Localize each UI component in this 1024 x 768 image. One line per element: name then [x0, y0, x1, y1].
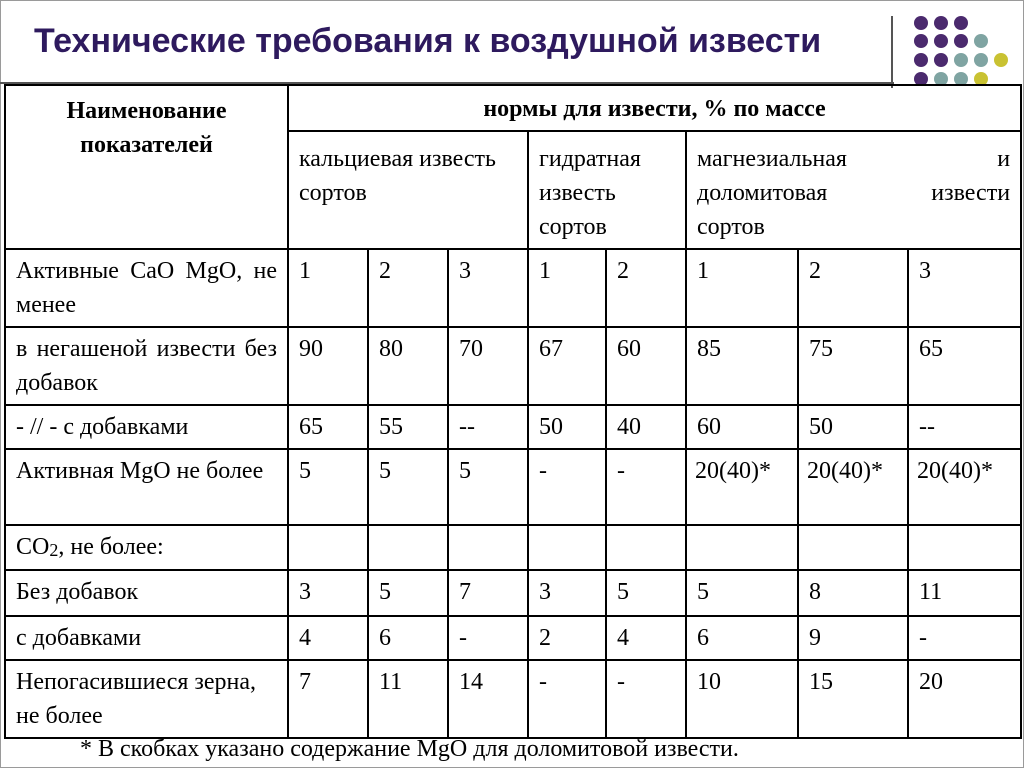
row-label: Без добавок	[5, 570, 288, 616]
table-cell: --	[448, 405, 528, 449]
table-cell: 20(40)*	[908, 449, 1021, 525]
table-cell: -	[528, 660, 606, 738]
table-cell: 20	[908, 660, 1021, 738]
dot-icon	[914, 34, 928, 48]
table-cell: 3	[908, 249, 1021, 327]
group-magnesia	[686, 131, 1021, 249]
table-row	[5, 660, 1021, 738]
dot-icon	[934, 34, 948, 48]
table-row	[5, 616, 1021, 660]
table-cell: 4	[606, 616, 686, 660]
table-cell: -	[606, 660, 686, 738]
co2-formula: CO	[16, 534, 50, 560]
table-cell	[528, 525, 606, 570]
group-magnesia-part3: сортов	[697, 214, 765, 240]
table-cell: 11	[908, 570, 1021, 616]
table-cell: 5	[288, 449, 368, 525]
table-cell: 50	[528, 405, 606, 449]
group-magnesia-part1: магнезиальная	[697, 146, 847, 172]
table-cell: 9	[798, 616, 908, 660]
table-row	[5, 525, 1021, 570]
table-cell: 3	[288, 570, 368, 616]
table-cell: -	[606, 449, 686, 525]
table-cell: 75	[798, 327, 908, 405]
table-cell: 7	[448, 570, 528, 616]
table-cell	[448, 525, 528, 570]
dot-icon	[954, 34, 968, 48]
name-column-header: Наименование показателей	[5, 85, 288, 249]
dot-icon	[974, 53, 988, 67]
decorative-dot-grid	[912, 16, 1024, 86]
table-cell: 15	[798, 660, 908, 738]
table-cell: 1	[288, 249, 368, 327]
group-calcium: кальциевая известь сортов	[288, 131, 528, 249]
row-label: с добавками	[5, 616, 288, 660]
table-cell: 1	[528, 249, 606, 327]
table-cell: 6	[686, 616, 798, 660]
row-label	[5, 525, 288, 570]
table-cell: 65	[908, 327, 1021, 405]
table-cell: 8	[798, 570, 908, 616]
table-cell: 2	[606, 249, 686, 327]
table-cell: 40	[606, 405, 686, 449]
group-magnesia-lime: извести	[931, 180, 1011, 206]
table-cell: 6	[368, 616, 448, 660]
table-cell: 55	[368, 405, 448, 449]
table-cell: 5	[368, 570, 448, 616]
page-title: Технические требования к воздушной извести	[34, 22, 822, 60]
dot-icon	[934, 16, 948, 30]
table-cell: 7	[288, 660, 368, 738]
title-divider	[891, 16, 893, 88]
dot-icon	[954, 53, 968, 67]
table-cell: 14	[448, 660, 528, 738]
dot-icon	[994, 53, 1008, 67]
table-row	[5, 449, 1021, 525]
table-cell: 5	[368, 449, 448, 525]
table-cell: 2	[528, 616, 606, 660]
table-row	[5, 249, 1021, 327]
table-cell: 67	[528, 327, 606, 405]
row-label: Непогасившиеся зерна, не более	[5, 660, 288, 738]
table-row	[5, 327, 1021, 405]
group-magnesia-line1	[697, 142, 1010, 176]
table-cell: 20(40)*	[798, 449, 908, 525]
dot-icon	[914, 53, 928, 67]
table-cell: 80	[368, 327, 448, 405]
group-magnesia-line2	[697, 176, 1010, 210]
table-cell: 2	[798, 249, 908, 327]
row-label: - // - с добавками	[5, 405, 288, 449]
dot-icon	[934, 53, 948, 67]
table-cell: 20(40)*	[686, 449, 798, 525]
table-cell: 60	[606, 327, 686, 405]
table-cell	[288, 525, 368, 570]
footnote: * В скобках указано содержание MgO для доломитовой извести.	[80, 736, 739, 762]
dot-icon	[954, 16, 968, 30]
group-magnesia-part2: доломитовая	[697, 180, 828, 206]
table-cell: 85	[686, 327, 798, 405]
table-cell: 60	[686, 405, 798, 449]
table-cell	[368, 525, 448, 570]
co2-label-tail: , не более:	[58, 534, 164, 560]
table-cell	[686, 525, 798, 570]
table-cell: 5	[448, 449, 528, 525]
norms-header: нормы для извести, % по массе	[288, 85, 1021, 131]
table-cell: 65	[288, 405, 368, 449]
table-cell: 3	[528, 570, 606, 616]
table-cell: 70	[448, 327, 528, 405]
row-label: Активные CaO MgO, не менее	[5, 249, 288, 327]
table-cell	[606, 525, 686, 570]
table-cell: --	[908, 405, 1021, 449]
table-cell: 10	[686, 660, 798, 738]
group-magnesia-and: и	[997, 146, 1011, 172]
table-cell: -	[528, 449, 606, 525]
table-cell: 1	[686, 249, 798, 327]
table-cell: 5	[686, 570, 798, 616]
table-cell: 5	[606, 570, 686, 616]
table-cell: 50	[798, 405, 908, 449]
table-cell: 3	[448, 249, 528, 327]
table-cell: 4	[288, 616, 368, 660]
co2-subscript: 2	[49, 540, 59, 560]
row-label: в негашеной извести без добавок	[5, 327, 288, 405]
dot-icon	[974, 34, 988, 48]
table-cell: 2	[368, 249, 448, 327]
table-cell: 11	[368, 660, 448, 738]
table-cell	[798, 525, 908, 570]
table-row	[5, 570, 1021, 616]
table-cell: -	[448, 616, 528, 660]
row-label: Активная MgO не более	[5, 449, 288, 525]
table-cell: 90	[288, 327, 368, 405]
group-hydrate: гидратная известь сортов	[528, 131, 686, 249]
table-row	[5, 405, 1021, 449]
requirements-table	[4, 84, 1022, 739]
table-cell	[908, 525, 1021, 570]
table-cell: -	[908, 616, 1021, 660]
dot-icon	[914, 16, 928, 30]
header-row	[5, 85, 1021, 131]
